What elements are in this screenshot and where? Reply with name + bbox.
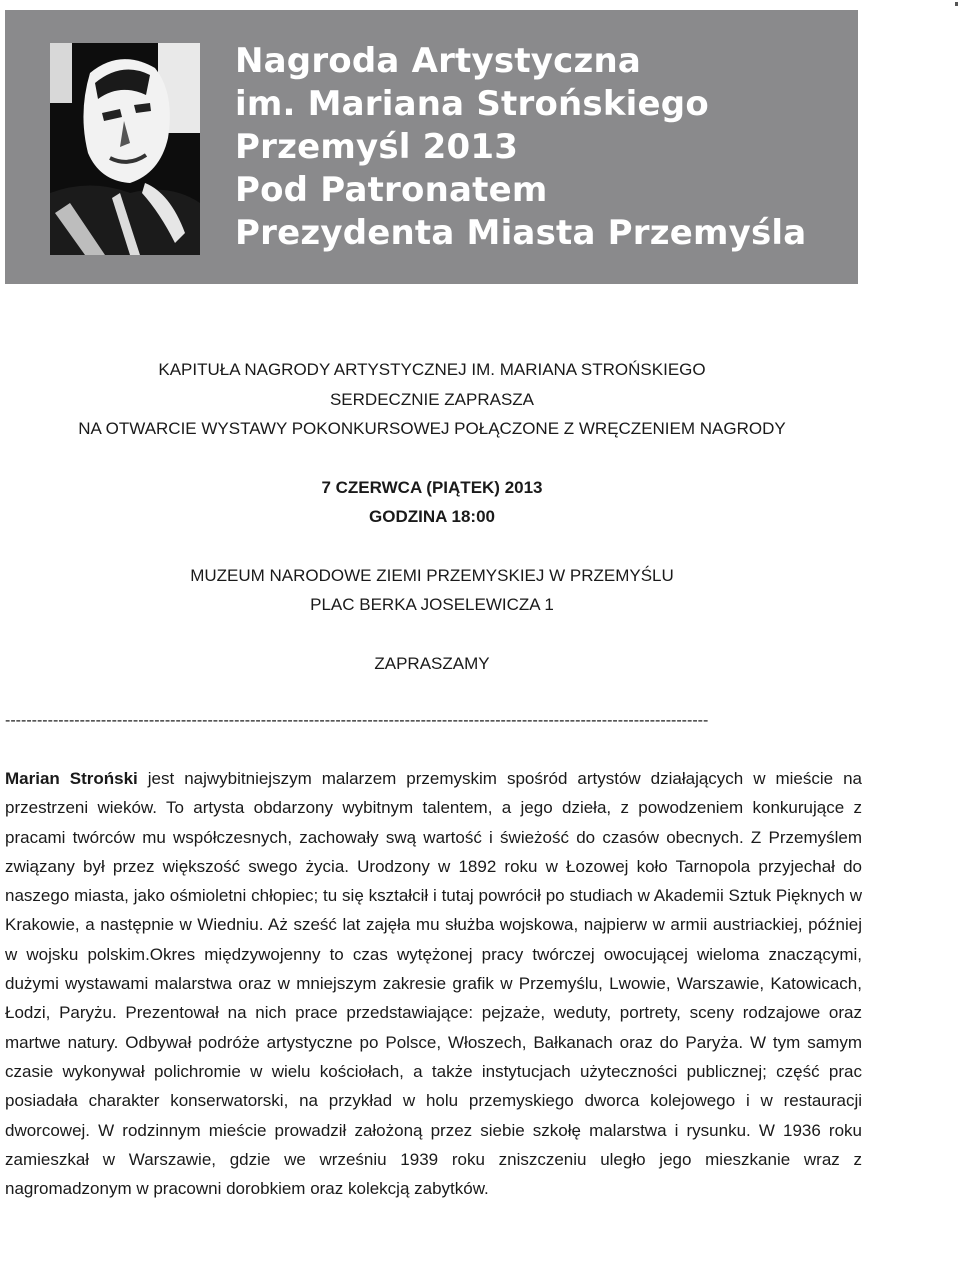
dashed-divider: ------------------------------------------------------------------------------------------------------------------------------------ xyxy=(5,712,709,729)
invitation-block xyxy=(0,355,864,678)
event-time: GODZINA 18:00 xyxy=(369,507,495,526)
invitation-invites: SERDECZNIE ZAPRASZA xyxy=(329,389,535,409)
artist-name: Marian Stroński xyxy=(5,769,138,788)
banner-line-5: Prezydenta Miasta Przemyśla xyxy=(235,213,807,253)
invitation-closing: ZAPRASZAMY xyxy=(374,653,490,673)
portrait-image xyxy=(50,43,200,255)
biography-text: jest najwybitniejszym malarzem przemyskim spośród artystów działających w mieście na przestrzeni wieków. To artysta obdarzony wybitnym talentem, a jego dzieła, z powodzeniem konkurujące z pracami twórców mu współczesnych, zachowały swą wartość i świeżość do czasów obecnych. Z Przemyślem związany był przez większość swego życia. Urodzony w 1892 roku w Łozowej koło Tarnopola przyjechał do naszego miasta, jako ośmioletni chłopiec; tu się kształcił i tutaj powrócił po studiach w Akademii Sztuk Pięknych w Krakowie, a następnie w Wiedniu. Aż sześć lat zajęła mu służba wojskowa, najpierw w armii austriackiej, później w wojsku polskim.Okres międzywojenny to czas wytężonej pracy twórczej owocującej wieloma znaczącymi, dużymi wystawami malarstwa oraz w mniejszym zakresie grafik w Przemyślu, Lwowie, Warszawie, Katowicach, Łodzi, Paryżu. Prezentował na nich prace przedstawiające: pejzaże, weduty, portrety, sceny rodzajowe oraz martwe natury. Odbywał podróże artystyczne po Polsce, Włoszech, Bałkanach oraz do Paryża. W tym samym czasie wykonywał polichromie w wielu kościołach, a także instytucjach użyteczności publicznej; część prac posiadała charakter konserwatorski, na przykład w holu przemyskiego dworca kolejowego i w restauracji dworcowej. W rodzinnym mieście prowadził założoną przez siebie szkołę malarstwa i rysunku. W 1936 roku zamieszkał w Warszawie, gdzie we wrześniu 1939 roku zniszczeniu uległo jego mieszkanie wraz z nagromadzonym w pracowni dorobkiem oraz kolekcją zabytków. xyxy=(5,769,862,1199)
corner-mark xyxy=(955,2,958,6)
artist-biography xyxy=(5,764,862,1203)
event-address: PLAC BERKA JOSELEWICZA 1 xyxy=(310,595,554,614)
event-venue: MUZEUM NARODOWE ZIEMI PRZEMYSKIEJ W PRZEMYŚLU xyxy=(190,565,674,585)
banner-line-3: Przemyśl 2013 xyxy=(235,127,519,167)
artist-portrait-photo xyxy=(50,43,200,255)
banner-line-1: Nagroda Artystyczna xyxy=(235,41,642,81)
award-banner xyxy=(5,10,858,284)
banner-line-2: im. Mariana Strońskiego xyxy=(235,84,709,124)
banner-title xyxy=(235,40,806,255)
banner-line-4: Pod Patronatem xyxy=(235,170,548,210)
invitation-chapter: KAPITUŁA NAGRODY ARTYSTYCZNEJ IM. MARIANA STROŃSKIEGO xyxy=(158,360,706,379)
invitation-event: NA OTWARCIE WYSTAWY POKONKURSOWEJ POŁĄCZONE Z WRĘCZENIEM NAGRODY xyxy=(78,419,786,438)
event-date: 7 CZERWCA (PIĄTEK) 2013 xyxy=(321,477,543,497)
